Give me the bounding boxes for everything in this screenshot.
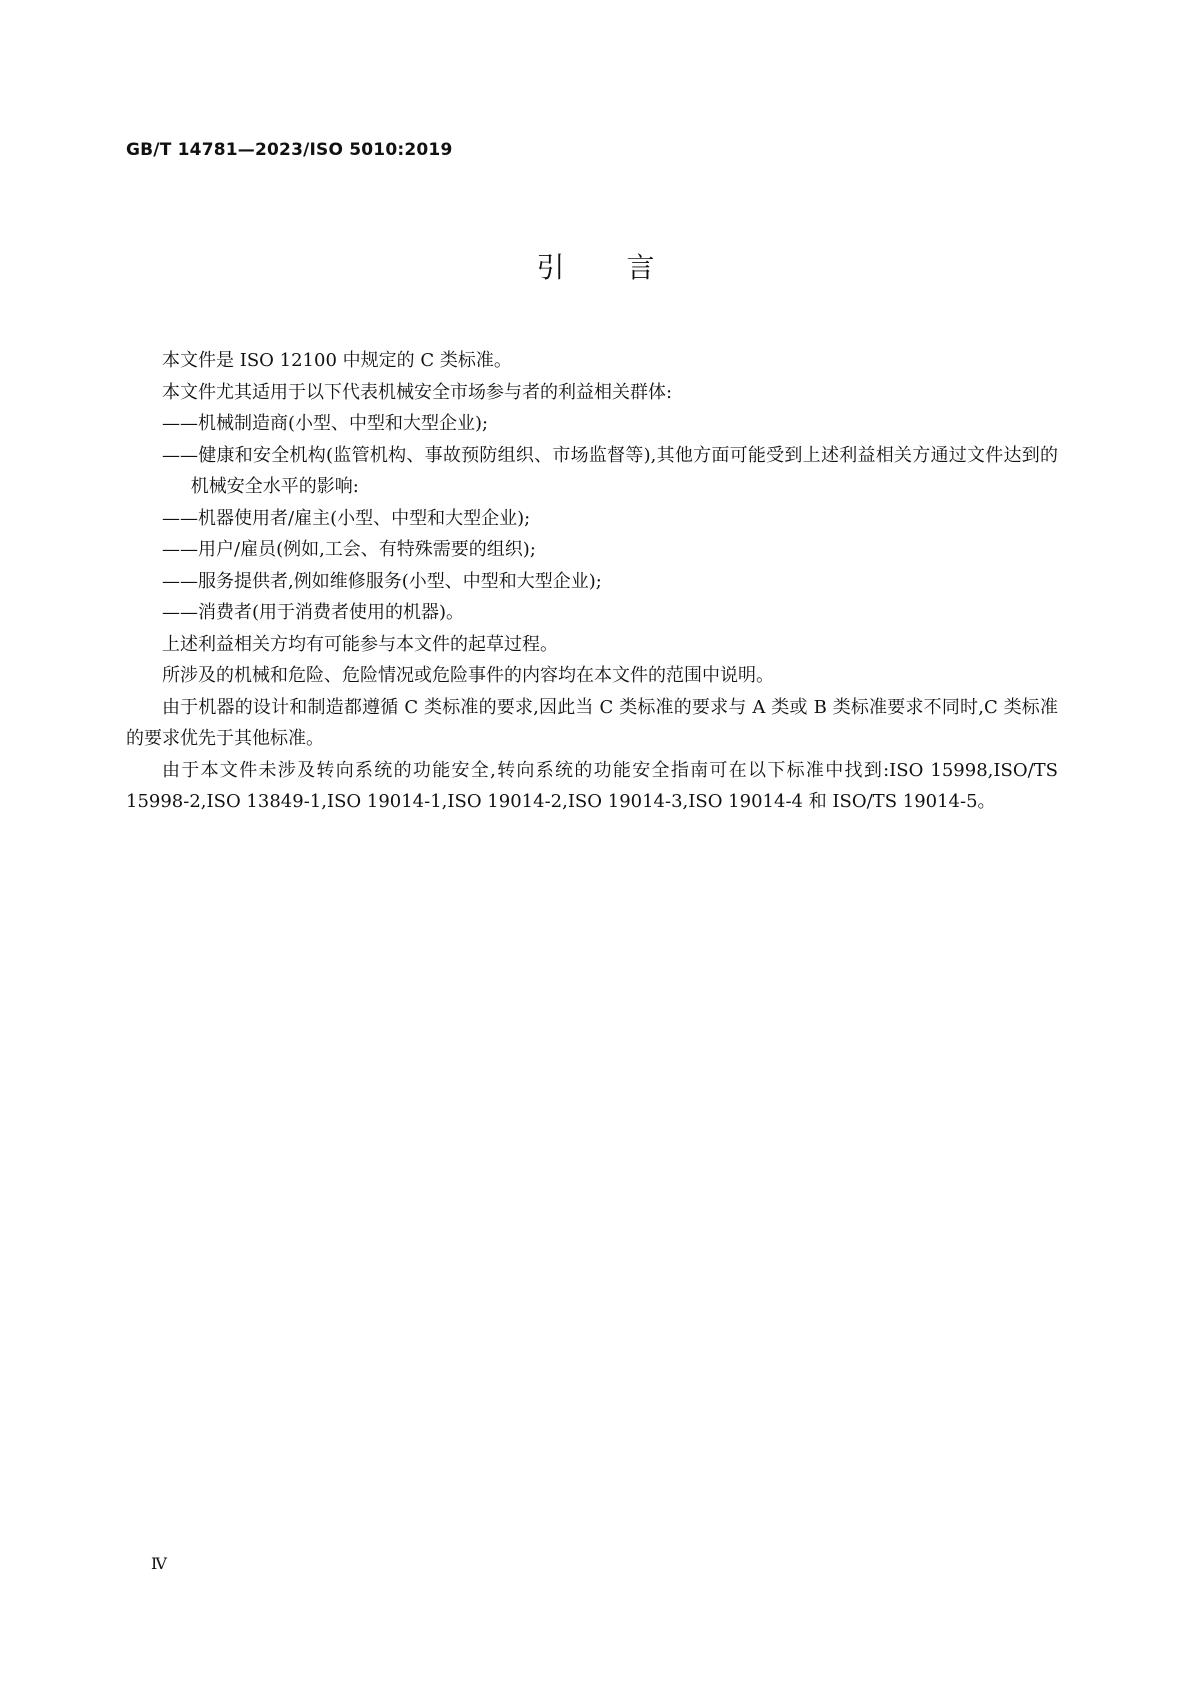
paragraph: 本文件尤其适用于以下代表机械安全市场参与者的利益相关群体: (162, 381, 673, 403)
paragraph: 由于机器的设计和制造都遵循 C 类标准的要求,因此当 C 类标准的要求与 A 类或 B 类标准要求不同时,C 类标准的要求优先于其他标准。 (126, 696, 1058, 749)
list-item: ——机械制造商(小型、中型和大型企业); (162, 413, 489, 434)
list-item: ——健康和安全机构(监管机构、事故预防组织、市场监督等),其他方面可能受到上述利益相关方通过文件达到的机械安全水平的影响: (162, 444, 1058, 497)
paragraph: 由于本文件未涉及转向系统的功能安全,转向系统的功能安全指南可在以下标准中找到:ISO 15998,ISO/TS 15998-2,ISO 13849-1,ISO 19014-1,ISO 19014-2,ISO 19014-3,ISO 19014-4 和 ISO/TS 19014-5。 (126, 759, 1058, 812)
section-title: 引言 (536, 251, 717, 284)
list-item: ——消费者(用于消费者使用的机器)。 (162, 602, 465, 623)
document-header: GB/T 14781—2023/ISO 5010:2019 (126, 140, 453, 160)
list-item: ——机器使用者/雇主(小型、中型和大型企业); (162, 507, 531, 529)
list-item: ——用户/雇员(例如,工会、有特殊需要的组织); (162, 539, 536, 560)
stakeholder-list (126, 408, 1058, 629)
paragraph: 上述利益相关方均有可能参与本文件的起草过程。 (162, 633, 558, 655)
list-item: ——服务提供者,例如维修服务(小型、中型和大型企业); (162, 570, 602, 592)
document-body (126, 345, 1058, 818)
page-number: Ⅳ (151, 1554, 167, 1573)
paragraph: 所涉及的机械和危险、危险情况或危险事件的内容均在本文件的范围中说明。 (162, 665, 774, 686)
paragraph: 本文件是 ISO 12100 中规定的 C 类标准。 (162, 350, 512, 371)
